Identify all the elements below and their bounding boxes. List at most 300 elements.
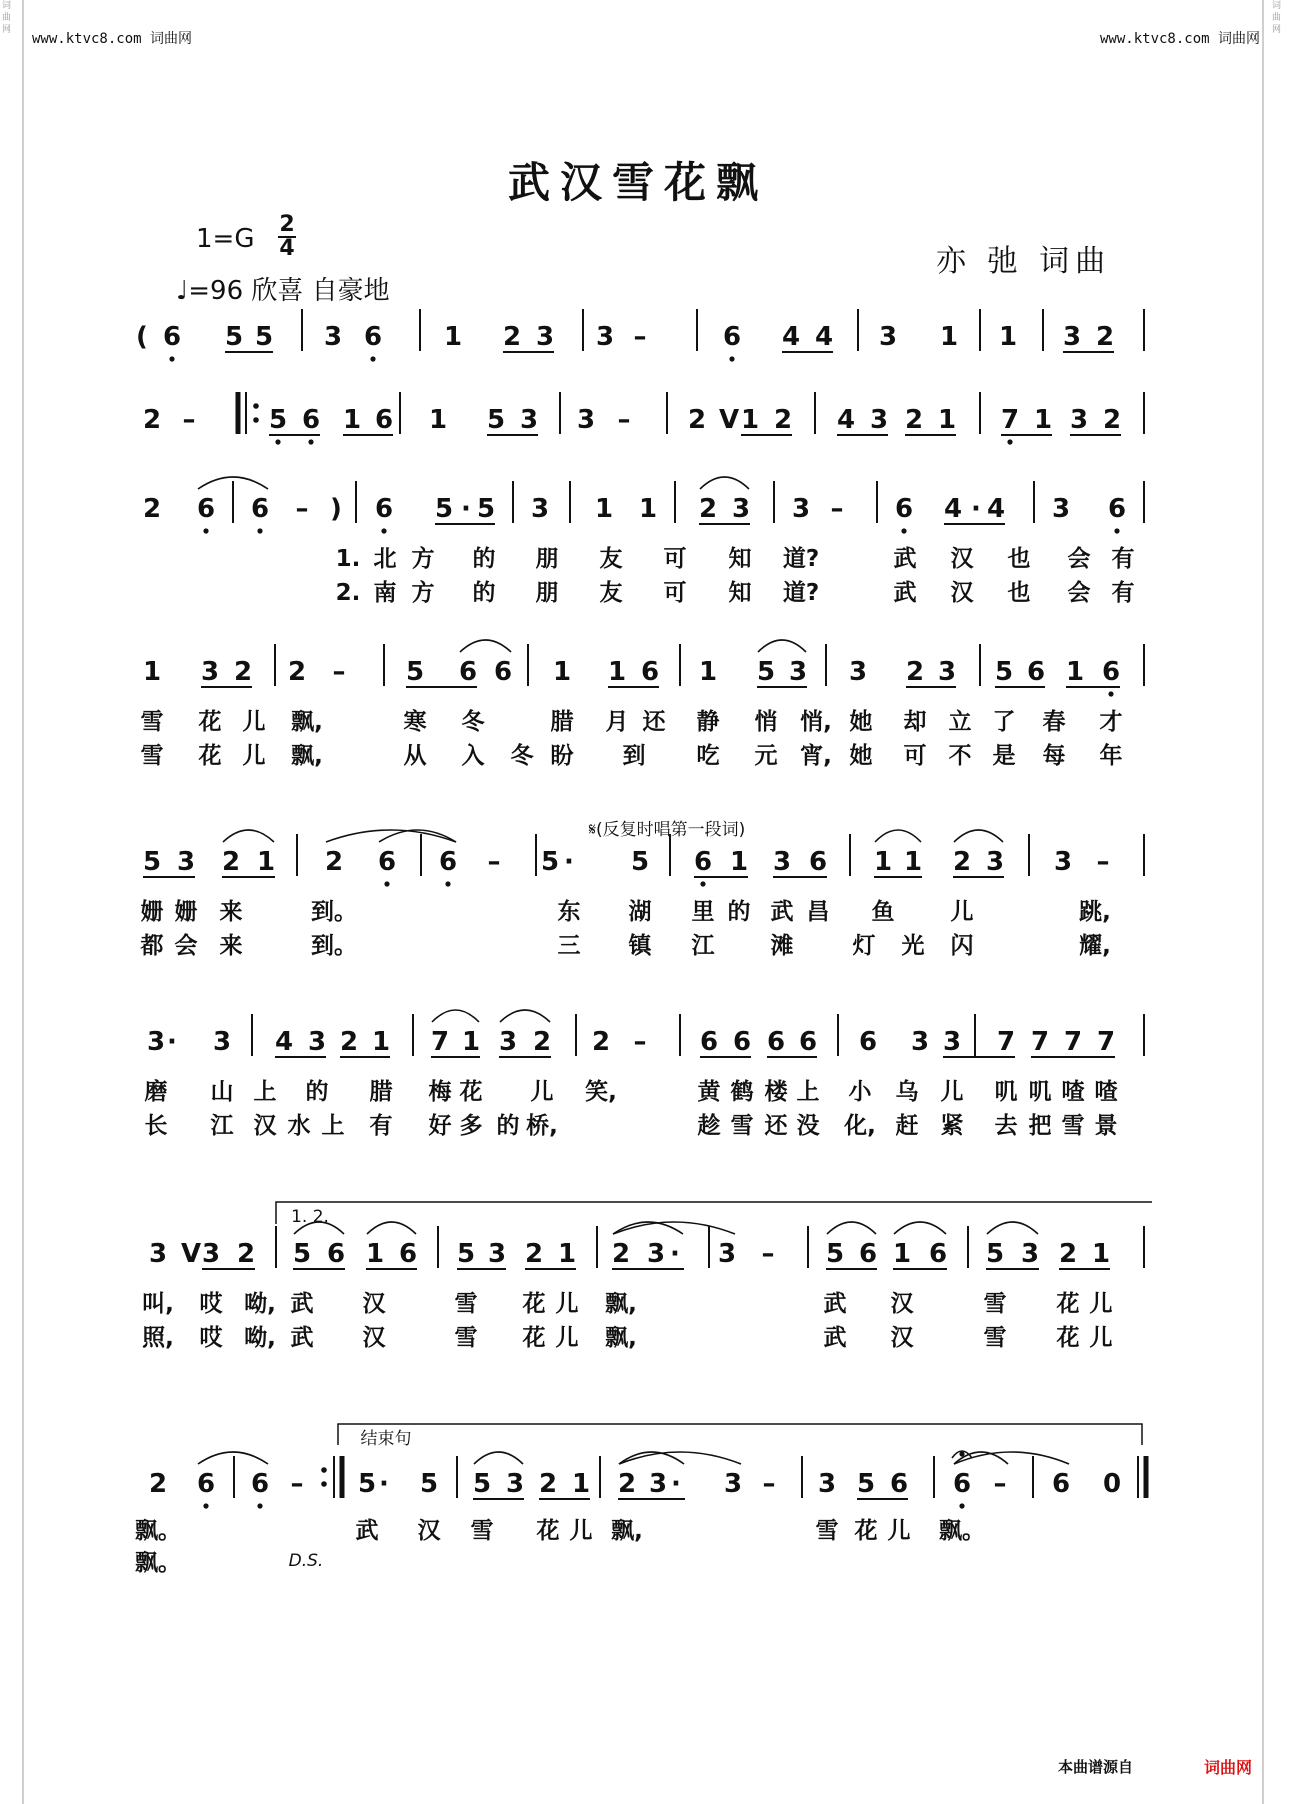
row3-note: 3 [791, 494, 811, 524]
low-octave-dot [169, 356, 174, 361]
row1-note: 5 [254, 322, 274, 352]
row8-note: 2 [617, 1469, 637, 1499]
volta-bracket [276, 1202, 1152, 1224]
row5_ly2-word: 灯 [852, 933, 876, 959]
low-octave-dot [275, 439, 280, 444]
row5_ly1-word: 昌 [806, 899, 830, 925]
row5-note: 3 [1053, 847, 1073, 877]
row2-note: 1 [740, 405, 760, 435]
row8-note: 0 [1102, 1469, 1122, 1499]
row4-note: 3 [200, 657, 220, 687]
low-octave-dot [381, 528, 386, 533]
row6-note: 6 [858, 1027, 878, 1057]
row2-note: 2 [142, 405, 162, 435]
row8_ly1-word: 儿 [569, 1518, 593, 1544]
row7_ly1-word: 哎 [199, 1291, 223, 1317]
row3_ly1-word: 友 [599, 546, 623, 572]
row7-note: · [670, 1239, 680, 1269]
row3-note: 6 [374, 494, 394, 524]
row8_ly1-word: 飘。 [939, 1518, 985, 1544]
row4_ly1-word: 飘, [291, 709, 323, 735]
row8-note: · [671, 1469, 681, 1499]
low-octave-dot [1114, 528, 1119, 533]
row4_ly2-word: 飘, [291, 743, 323, 769]
row3_ly2-word: 方 [411, 580, 435, 606]
row7-note: 3 [201, 1239, 221, 1269]
row7-note: V [180, 1239, 202, 1269]
row3_ly1-word: 汉 [950, 546, 974, 572]
row6-note: 6 [798, 1027, 818, 1057]
row4_ly2-word: 她 [849, 743, 873, 769]
song-title: 武汉雪花飘 [508, 158, 769, 207]
score-notation [135, 309, 1152, 1576]
row3_ly2-word: 有 [1111, 580, 1135, 606]
row4_ly2-word: 元 [754, 743, 778, 769]
row3-note: 2 [142, 494, 162, 524]
row6_ly2-word: 有 [369, 1113, 393, 1139]
row7_ly2-word: 照, [142, 1325, 174, 1351]
row5-note: 3 [985, 847, 1005, 877]
row6_ly1-word: 黄 [697, 1079, 721, 1105]
row6_ly2-word: 趁 [697, 1113, 721, 1139]
slur-arc [894, 1222, 946, 1234]
row3_ly1-word: 的 [472, 546, 496, 572]
row3-note: 6 [1107, 494, 1127, 524]
low-octave-dot [445, 881, 450, 886]
row4_ly1-word: 悄, [800, 709, 832, 735]
row1-note: 6 [162, 322, 182, 352]
row8_ly1-word: 飘。 [135, 1518, 181, 1544]
row3_ly1-word: 会 [1067, 546, 1091, 572]
row2-note: 7 [1000, 405, 1020, 435]
row7_ly2-word: 花 [522, 1325, 546, 1351]
row5_ly1-word: 武 [770, 899, 794, 925]
row7-note: 5 [825, 1239, 845, 1269]
row4_ly1-word: 春 [1042, 709, 1066, 735]
row7_ly1-word: 雪 [983, 1291, 1007, 1317]
row8-note: 2 [148, 1469, 168, 1499]
row6-note: 6 [699, 1027, 719, 1057]
slur-arc [758, 640, 806, 652]
row1-note: 3 [535, 322, 555, 352]
row5_ly1-word: 到。 [311, 899, 357, 925]
row6_ly1-word: 梅 [428, 1079, 452, 1105]
row6_ly2-word: 没 [796, 1113, 820, 1139]
row2-note: 6 [301, 405, 321, 435]
row4_ly1-word: 月 [605, 709, 629, 735]
row8-note: 3 [505, 1469, 525, 1499]
row3_ly2-word: 武 [893, 580, 917, 606]
row7-note: 6 [928, 1239, 948, 1269]
row7-note: 2 [1058, 1239, 1078, 1269]
row6_ly2-word: 长 [144, 1113, 168, 1139]
row4_ly2-word: 不 [948, 743, 972, 769]
row5-note: – [487, 847, 501, 877]
row1-note: 4 [814, 322, 834, 352]
slur-arc [460, 640, 511, 652]
low-octave-dot [1007, 439, 1012, 444]
row7_ly2-word: 汉 [890, 1325, 914, 1351]
row4_ly1-word: 她 [849, 709, 873, 735]
row6_ly1-word: 笑, [585, 1079, 617, 1105]
row7_ly1-word: 花 [1056, 1291, 1080, 1317]
row7_ly1-word: 汉 [362, 1291, 386, 1317]
row6-note: 1 [461, 1027, 481, 1057]
low-octave-dot [384, 881, 389, 886]
row7_ly2-word: 花 [1056, 1325, 1080, 1351]
row4-note: 5 [994, 657, 1014, 687]
low-octave-dot [729, 356, 734, 361]
row4_ly2-word: 宵, [800, 743, 832, 769]
fermata-dot [959, 1451, 964, 1456]
row8-note: – [993, 1469, 1007, 1499]
row3-note: · [461, 494, 471, 524]
row8-note: 3 [817, 1469, 837, 1499]
row3-note: 6 [196, 494, 216, 524]
footer-logo[interactable]: 词曲网 [1204, 1758, 1253, 1777]
row3-note: 6 [894, 494, 914, 524]
row5_ly1-word: 鱼 [871, 899, 895, 925]
row8_ly1-word: 雪 [470, 1518, 494, 1544]
row6_ly2-word: 景 [1094, 1113, 1118, 1139]
row2-note: 1 [937, 405, 957, 435]
slur-arc [474, 1452, 523, 1464]
low-octave-dot [308, 439, 313, 444]
row5_ly2-word: 耀, [1079, 933, 1111, 959]
row6_ly1-word: 腊 [369, 1079, 393, 1105]
row2-note: 3 [576, 405, 596, 435]
row5-note: 1 [729, 847, 749, 877]
row6-note: · [167, 1027, 177, 1057]
row4_ly1-word: 腊 [550, 709, 574, 735]
row6-note: 7 [430, 1027, 450, 1057]
row2-note: 3 [519, 405, 539, 435]
row6-note: 1 [371, 1027, 391, 1057]
row7_ly2-word: 雪 [983, 1325, 1007, 1351]
tempo-text: =96 欣喜 自豪地 [188, 276, 390, 306]
row1-note: 1 [939, 322, 959, 352]
row2-note: 1 [1033, 405, 1053, 435]
row1-note: 5 [224, 322, 244, 352]
repeat-dot [253, 403, 259, 409]
row5_ly1-word: 姗 [174, 899, 198, 925]
row3_ly2-word: 也 [1007, 580, 1031, 606]
row2-note: 6 [374, 405, 394, 435]
row7_ly2-word: 飘, [605, 1325, 637, 1351]
row4_ly1-word: 寒 [403, 709, 427, 735]
row7-note: 6 [326, 1239, 346, 1269]
low-octave-dot [959, 1503, 964, 1508]
row5-note: 3 [176, 847, 196, 877]
row3_ly1-word: 可 [663, 546, 687, 572]
row2-note: V [718, 405, 740, 435]
row3_ly1-word: 方 [411, 546, 435, 572]
low-octave-dot [1108, 691, 1113, 696]
row6_ly2-word: 多 [459, 1113, 483, 1139]
row3-note: 6 [250, 494, 270, 524]
row5-note: 1 [873, 847, 893, 877]
row8-note: 6 [889, 1469, 909, 1499]
row8-note: 5 [856, 1469, 876, 1499]
row1-note: ( [136, 322, 148, 352]
row6-note: 2 [532, 1027, 552, 1057]
row5_ly2-word: 都 [140, 933, 164, 959]
row7-note: 1 [892, 1239, 912, 1269]
row6-note: 4 [274, 1027, 294, 1057]
row1-note: 6 [722, 322, 742, 352]
row7_ly1-word: 汉 [890, 1291, 914, 1317]
low-octave-dot [257, 528, 262, 533]
row5-note: 5 [142, 847, 162, 877]
row4_ly2-word: 每 [1042, 743, 1066, 769]
row6_ly1-word: 儿 [940, 1079, 964, 1105]
row3_ly2-word: 南 [373, 580, 397, 606]
site-header-right[interactable]: www.ktvc8.com 词曲网 [1100, 31, 1261, 47]
row3-note: 3 [530, 494, 550, 524]
row5_ly1-word: 里 [691, 899, 715, 925]
row8-note: 5 [419, 1469, 439, 1499]
row4-note: 3 [788, 657, 808, 687]
row4_ly2-word: 冬 [510, 743, 534, 769]
site-header-left[interactable]: www.ktvc8.com 词曲网 [32, 31, 193, 47]
row3_ly1-word: 朋 [535, 546, 559, 572]
row5-note: 2 [952, 847, 972, 877]
row6-note: 6 [732, 1027, 752, 1057]
row7_ly2-word: 儿 [1089, 1325, 1113, 1351]
volta-bracket [338, 1424, 1142, 1445]
row6-note: 7 [996, 1027, 1016, 1057]
row5_ly1-word: 姗 [140, 899, 164, 925]
segno-instruction: 𝄋(反复时唱第一段词) [588, 820, 746, 840]
row3_ly2-word: 汉 [950, 580, 974, 606]
row6-note: 7 [1096, 1027, 1116, 1057]
row6_ly2-word: 汉 [253, 1113, 277, 1139]
row5-note: 2 [324, 847, 344, 877]
row7-note: 2 [236, 1239, 256, 1269]
row6-note: – [633, 1027, 647, 1057]
row6_ly2-word: 的 [496, 1113, 520, 1139]
row7-note: 1 [1091, 1239, 1111, 1269]
low-octave-dot [901, 528, 906, 533]
row5_ly2-word: 镇 [628, 933, 652, 959]
row8-note: 3 [648, 1469, 668, 1499]
row4-note: 1 [607, 657, 627, 687]
row7-note: 6 [858, 1239, 878, 1269]
low-octave-dot [370, 356, 375, 361]
slur-arc [619, 1452, 684, 1464]
row4-note: 6 [493, 657, 513, 687]
row5-note: 1 [256, 847, 276, 877]
row8-note: 6 [250, 1469, 270, 1499]
row6_ly1-word: 小 [848, 1079, 872, 1105]
slur-arc [827, 1222, 876, 1234]
row1-note: – [633, 322, 647, 352]
row4-note: 5 [405, 657, 425, 687]
row4_ly2-word: 吃 [696, 743, 720, 769]
row5_ly2-word: 会 [174, 933, 198, 959]
row3-note: – [295, 494, 309, 524]
quarter-note-icon: ♩ [176, 276, 189, 306]
row3-note: 3 [1051, 494, 1071, 524]
row2-note: 4 [836, 405, 856, 435]
row2-note: – [182, 405, 196, 435]
row7-note: 6 [398, 1239, 418, 1269]
row3-note: 5 [434, 494, 454, 524]
row8-note: – [762, 1469, 776, 1499]
row7-note: 5 [292, 1239, 312, 1269]
row4_ly1-word: 还 [642, 709, 666, 735]
row2-note: 1 [342, 405, 362, 435]
row3-note: ) [330, 494, 342, 524]
row1-note: 2 [1095, 322, 1115, 352]
row3_ly1-word: 1. [335, 546, 361, 572]
row8-note: 6 [1051, 1469, 1071, 1499]
row6-note: 7 [1030, 1027, 1050, 1057]
row7_ly1-word: 儿 [555, 1291, 579, 1317]
row6_ly2-word: 紧 [940, 1113, 964, 1139]
row6_ly1-word: 花 [459, 1079, 483, 1105]
row7-note: 3 [1020, 1239, 1040, 1269]
row4-note: 6 [1101, 657, 1121, 687]
row6-note: 7 [1063, 1027, 1083, 1057]
row4-note: 6 [1026, 657, 1046, 687]
row6_ly1-word: 儿 [530, 1079, 554, 1105]
row3_ly1-word: 知 [728, 546, 752, 572]
row4-note: 6 [640, 657, 660, 687]
row5-note: 1 [903, 847, 923, 877]
row7-note: 2 [524, 1239, 544, 1269]
row5_ly2-word: 滩 [770, 933, 794, 959]
row6-note: 3 [910, 1027, 930, 1057]
row6-note: 3 [146, 1027, 166, 1057]
row4_ly1-word: 儿 [242, 709, 266, 735]
row6_ly1-word: 磨 [144, 1079, 168, 1105]
row5_ly2-word: 来 [219, 933, 243, 959]
row6_ly2-word: 还 [764, 1113, 788, 1139]
row1-note: 3 [595, 322, 615, 352]
row5-note: 3 [772, 847, 792, 877]
row8_ly1-word: 飘, [611, 1518, 643, 1544]
row4_ly1-word: 才 [1099, 709, 1123, 735]
row6_ly1-word: 喳 [1061, 1079, 1085, 1105]
row4-note: 3 [937, 657, 957, 687]
row6_ly1-word: 的 [305, 1079, 329, 1105]
row7_ly2-word: 呦, [244, 1325, 276, 1351]
row7_ly1-word: 儿 [1089, 1291, 1113, 1317]
row8-note: · [379, 1469, 389, 1499]
slur-arc [500, 1010, 550, 1022]
low-octave-dot [700, 881, 705, 886]
row7_ly2-word: 儿 [555, 1325, 579, 1351]
row7-note: – [761, 1239, 775, 1269]
row7_ly2-word: 哎 [199, 1325, 223, 1351]
row4_ly1-word: 却 [903, 709, 927, 735]
row1-note: 6 [363, 322, 383, 352]
row7-note: 5 [985, 1239, 1005, 1269]
slur-arc [367, 1222, 416, 1234]
key-signature: 1=G [196, 224, 255, 254]
row6_ly1-word: 山 [210, 1079, 234, 1105]
row3_ly2-word: 的 [472, 580, 496, 606]
row6_ly2-word: 雪 [730, 1113, 754, 1139]
row3-note: 4 [943, 494, 963, 524]
row5_ly2-word: 江 [691, 933, 715, 959]
row7-note: 3 [717, 1239, 737, 1269]
row5_ly1-word: 来 [219, 899, 243, 925]
row4_ly2-word: 盼 [550, 743, 574, 769]
row4_ly1-word: 静 [696, 709, 720, 735]
row2-note: 2 [1102, 405, 1122, 435]
row8-note: 2 [538, 1469, 558, 1499]
row2-note: 5 [268, 405, 288, 435]
slur-arc [432, 1010, 479, 1022]
row6_ly1-word: 楼 [764, 1079, 788, 1105]
row8_ly1-word: 花 [854, 1518, 878, 1544]
slur-arc [987, 1222, 1038, 1234]
row7_ly1-word: 雪 [454, 1291, 478, 1317]
time-bottom: 4 [279, 236, 295, 261]
row7-note: 3 [646, 1239, 666, 1269]
row4_ly2-word: 到 [622, 743, 646, 769]
row6_ly2-word: 去 [994, 1113, 1018, 1139]
row4_ly2-word: 儿 [242, 743, 266, 769]
row4_ly1-word: 了 [992, 709, 1016, 735]
row6_ly2-word: 上 [321, 1113, 345, 1139]
row8-note: – [290, 1469, 304, 1499]
row5_ly1-word: 儿 [950, 899, 974, 925]
row8-note: 6 [196, 1469, 216, 1499]
row5_ly2-word: 三 [557, 933, 581, 959]
row6_ly2-word: 化, [844, 1113, 876, 1139]
row7-note: 3 [487, 1239, 507, 1269]
row2-note: 2 [773, 405, 793, 435]
row2-note: 2 [687, 405, 707, 435]
row6_ly1-word: 上 [253, 1079, 277, 1105]
row4-note: 5 [756, 657, 776, 687]
row5-note: 5 [630, 847, 650, 877]
row8_ly1-word: 汉 [417, 1518, 441, 1544]
row5-note: 6 [808, 847, 828, 877]
row7_ly1-word: 花 [522, 1291, 546, 1317]
row7_ly2-word: 雪 [454, 1325, 478, 1351]
low-octave-dot [203, 1503, 208, 1508]
row7-note: 1 [365, 1239, 385, 1269]
row6_ly1-word: 乌 [895, 1079, 919, 1105]
row6_ly1-word: 鹤 [730, 1079, 754, 1105]
row5-note: – [1096, 847, 1110, 877]
low-octave-dot [257, 1503, 262, 1508]
row6_ly2-word: 好 [428, 1113, 452, 1139]
row6-note: 6 [766, 1027, 786, 1057]
row1-note: 2 [502, 322, 522, 352]
row4-note: 1 [698, 657, 718, 687]
row4-note: 3 [848, 657, 868, 687]
row6-note: 3 [942, 1027, 962, 1057]
slur-arc [954, 830, 1003, 842]
row5_ly2-word: 到。 [311, 933, 357, 959]
row2-note: 3 [869, 405, 889, 435]
row2-note: 1 [428, 405, 448, 435]
row6_ly2-word: 桥, [526, 1113, 558, 1139]
row8_ly2-word: 飘。 [135, 1550, 181, 1576]
row3_ly1-word: 道? [782, 546, 820, 572]
row6-note: 2 [339, 1027, 359, 1057]
row3_ly1-word: 武 [893, 546, 917, 572]
row3_ly1-word: 也 [1007, 546, 1031, 572]
row1-note: 1 [443, 322, 463, 352]
row6_ly2-word: 水 [287, 1113, 311, 1139]
row5_ly2-word: 光 [901, 933, 925, 959]
